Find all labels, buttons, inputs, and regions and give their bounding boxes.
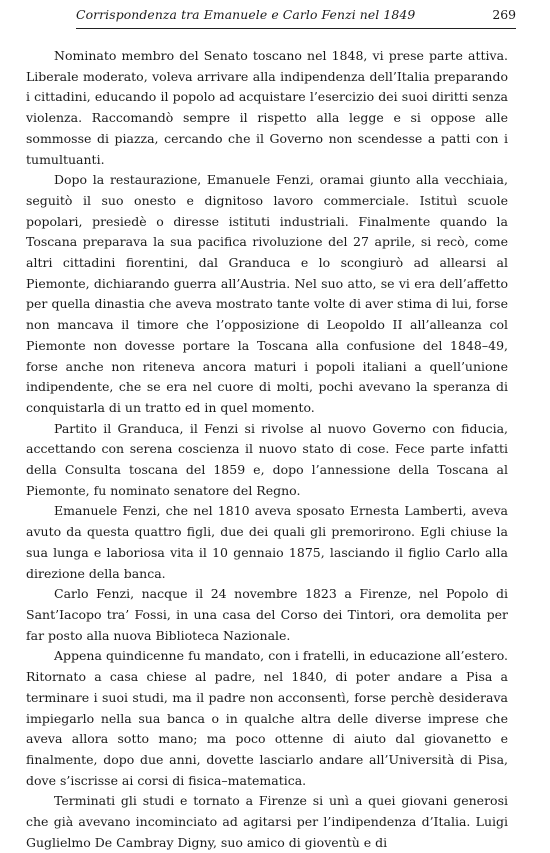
paragraph-senato: Nominato membro del Senato toscano nel 1848, vi prese parte attiva. Liberale moderato, voleva arrivare alla indipendenza dell’Italia preparando i cittadini, educando il popolo ad acquistare l’esercizio dei suoi diritti senza violenza. Raccomandò sempre il rispetto alla legge e si oppose alle sommosse di piazza, cercando che il Governo non scendesse a patti con i tumultuanti. xyxy=(26,48,508,167)
paragraph-famiglia: Emanuele Fenzi, che nel 1810 aveva sposato Ernesta Lamberti, aveva avuto da questa quattro figli, due dei quali gli premorirono. Egli chiuse la sua lunga e laboriosa vita il 10 gennaio 1875, lasciando il figlio Carlo alla direzione della banca. xyxy=(26,503,508,581)
page-header xyxy=(76,6,516,29)
paragraph-nascita-carlo: Carlo Fenzi, nacque il 24 novembre 1823 a Firenze, nel Popolo di Sant’Iacopo tra’ Fossi, in una casa del Corso dei Tintori, ora demolita per far posto alla nuova Biblioteca Nazionale. xyxy=(26,586,508,643)
paragraph-educazione: Appena quindicenne fu mandato, con i fratelli, in educazione all’estero. Ritornato a casa chiese al padre, nel 1840, di poter andare a Pisa a terminare i suoi studi, ma il padre non acconsentì, forse perchè desiderava impiegarlo nella sua banca o in qualche altra delle diverse imprese che aveva allora sotto mano; ma poco ottenne di aiuto dal giovanetto e finalmente, dopo due anni, dovette lasciarlo andare all’Università di Pisa, dove s’iscrisse ai corsi di fisica–matematica. xyxy=(26,648,508,788)
paragraph-firenze: Terminati gli studi e tornato a Firenze si unì a quei giovani generosi che già avevano incominciato ad agitarsi per l’indipendenza d’Italia. Luigi Guglielmo De Cambray Digny, suo amico di gioventù e di xyxy=(26,793,508,850)
page-number: 269 xyxy=(492,7,516,22)
running-head: Corrispondenza tra Emanuele e Carlo Fenzi nel 1849 xyxy=(76,7,416,22)
paragraph-granduca: Partito il Granduca, il Fenzi si rivolse al nuovo Governo con fiducia, accettando con serena coscienza il nuovo stato di cose. Fece parte infatti della Consulta toscana del 1859 e, dopo l’annessione della Toscana al Piemonte, fu nominato senatore del Regno. xyxy=(26,420,508,498)
paragraph-restaurazione: Dopo la restaurazione, Emanuele Fenzi, oramai giunto alla vecchiaia, seguitò il suo onesto e dignitoso lavoro commerciale. Istituì scuole popolari, presiedè o diresse istituti industriali. Finalmente quando la Toscana preparava la sua pacifica rivoluzione del 27 aprile, si recò, come altri cittadini fiorentini, dal Granduca e lo scongiurò ad allearsi al Piemonte, dichiarando guerra all’Austria. Nel suo atto, se vi era dell’affetto per quella dinastia che aveva mostrato tante volte di aver stima di lui, forse non mancava il timore che l’opposizione di Leopoldo II all’alleanza col Piemonte non dovesse portare la Toscana alla confusione del 1848–49, forse anche non riteneva ancora maturi i popoli italiani a quell’unione indipendente, che se era nel cuore di molti, pochi avevano la speranza di conquistarla di un tratto ed in quel momento. xyxy=(26,172,508,415)
body-text xyxy=(26,46,508,853)
